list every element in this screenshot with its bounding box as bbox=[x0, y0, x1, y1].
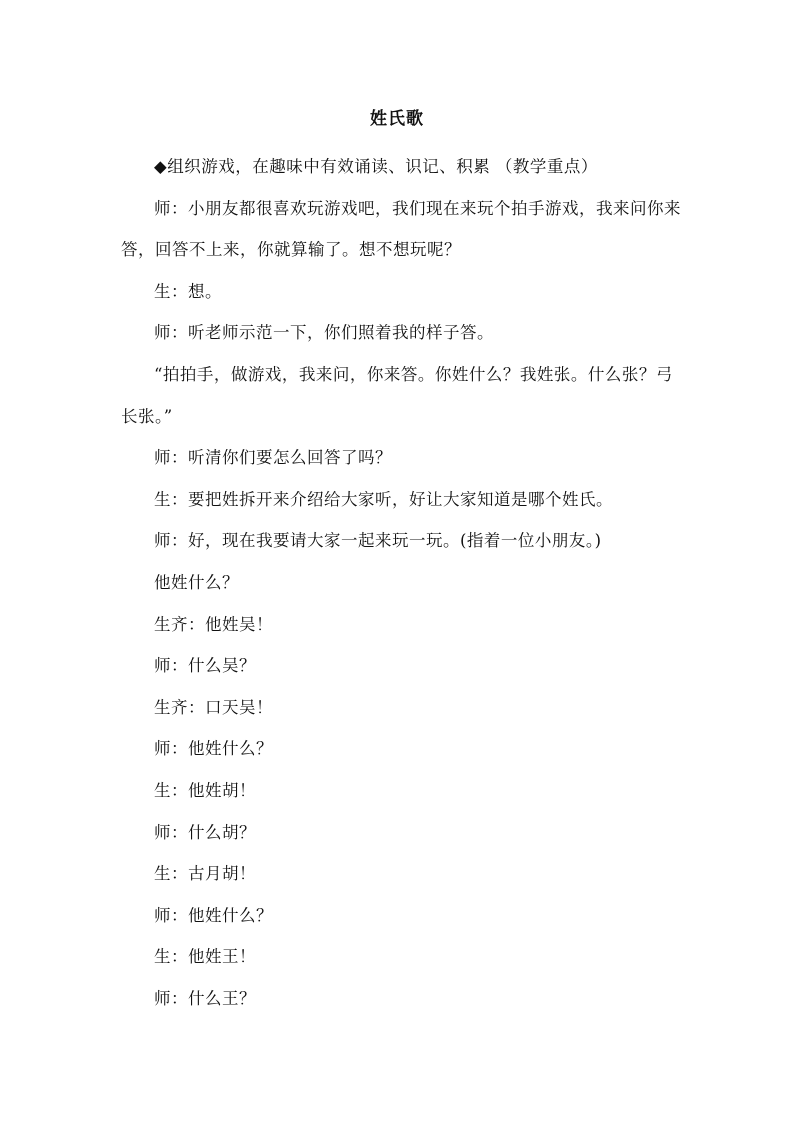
paragraph-dialogue: 师：什么吴？ bbox=[154, 656, 256, 676]
paragraph-dialogue: 生：他姓王！ bbox=[154, 947, 256, 967]
paragraph-teacher-question: 师：听清你们要怎么回答了吗？ bbox=[154, 448, 392, 468]
paragraph-activity-heading: ◆组织游戏，在趣味中有效诵读、识记、积累 （教学重点） bbox=[154, 157, 598, 176]
paragraph-teacher-intro: 师：小朋友都很喜欢玩游戏吧，我们现在来玩个拍手游戏，我来问你来答，回答不上来，你就算输了。想不想玩呢？ bbox=[121, 198, 681, 260]
document-body bbox=[121, 146, 681, 1019]
paragraph-dialogue: 生齐：口天吴！ bbox=[154, 697, 273, 717]
paragraph-dialogue: 生：古月胡！ bbox=[154, 864, 256, 884]
paragraph-student-explain: 生：要把姓拆开来介绍给大家听，好让大家知道是哪个姓氏。 bbox=[154, 489, 613, 509]
paragraph-question: 他姓什么？ bbox=[154, 572, 239, 592]
paragraph-dialogue: 生齐：他姓吴！ bbox=[154, 614, 273, 634]
paragraph-dialogue: 师：他姓什么？ bbox=[154, 739, 273, 759]
paragraph-dialogue: 师：他姓什么？ bbox=[154, 905, 273, 925]
paragraph-clap-rhyme: “拍拍手，做游戏，我来问，你来答。你姓什么？我姓张。什么张？弓长张。” bbox=[121, 364, 673, 426]
paragraph-student-reply: 生：想。 bbox=[154, 281, 222, 301]
paragraph-dialogue: 生：他姓胡！ bbox=[154, 780, 256, 800]
paragraph-dialogue: 师：什么胡？ bbox=[154, 822, 256, 842]
paragraph-teacher-demo: 师：听老师示范一下，你们照着我的样子答。 bbox=[154, 323, 494, 343]
paragraph-dialogue: 师：什么王？ bbox=[154, 988, 256, 1008]
document-title: 姓氏歌 bbox=[370, 109, 424, 129]
paragraph-teacher-invite: 师：好，现在我要请大家一起来玩一玩。(指着一位小朋友。) bbox=[154, 531, 602, 551]
